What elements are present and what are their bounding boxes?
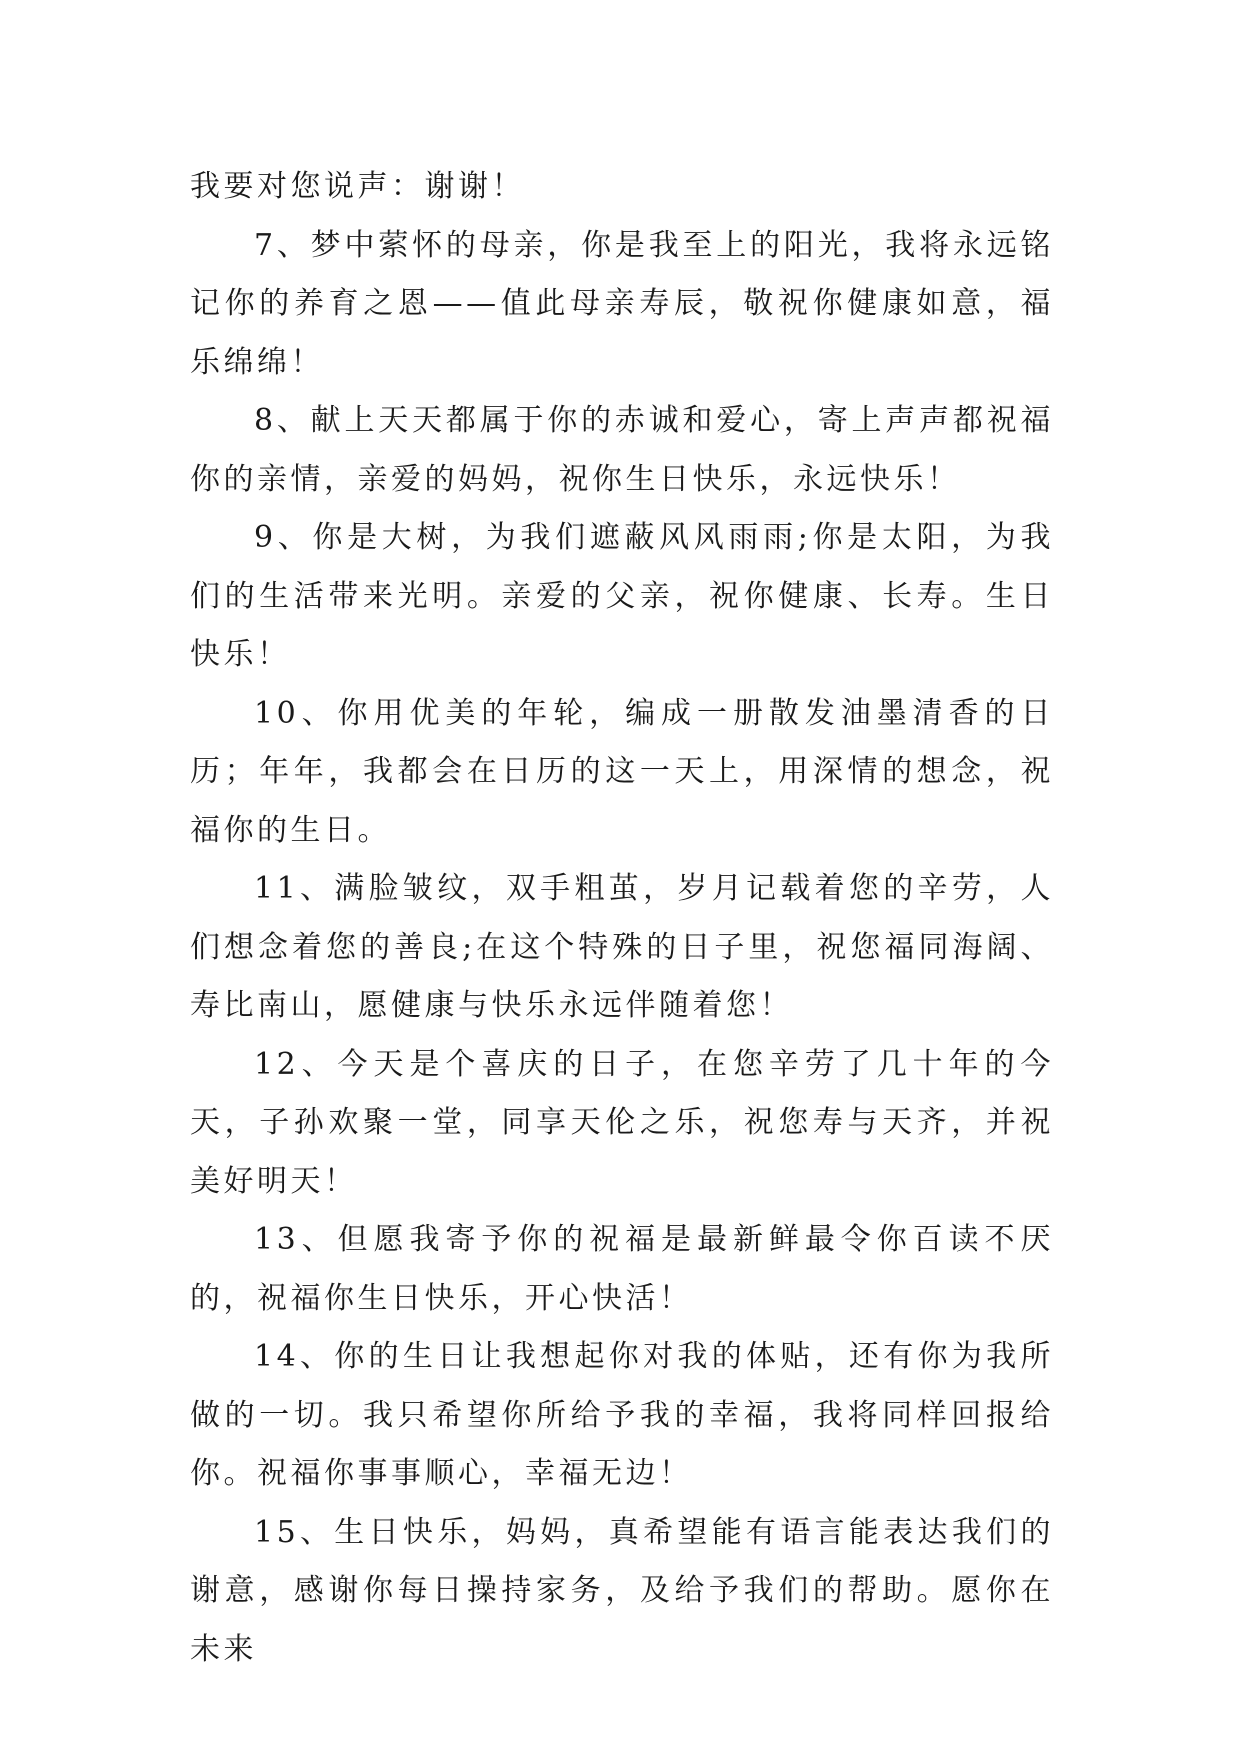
paragraph-item-14: 14、你的生日让我想起你对我的体贴，还有你为我所做的一切。我只希望你所给予我的幸福，我将同样回报给你。祝福你事事顺心，幸福无边！ <box>190 1339 1054 1491</box>
paragraph-item-13: 13、但愿我寄予你的祝福是最新鲜最令你百读不厌的，祝福你生日快乐，开心快活！ <box>190 1222 1054 1316</box>
document-page <box>190 158 1054 1679</box>
paragraph-item-10: 10、你用优美的年轮，编成一册散发油墨清香的日历；年年，我都会在日历的这一天上，用深情的想念，祝福你的生日。 <box>190 695 1054 848</box>
paragraph-item-8: 8、献上天天都属于你的赤诚和爱心，寄上声声都祝福你的亲情，亲爱的妈妈，祝你生日快乐，永远快乐！ <box>190 403 1054 497</box>
paragraph-item-7: 7、梦中萦怀的母亲，你是我至上的阳光，我将永远铭记你的养育之恩——值此母亲寿辰，敬祝你健康如意，福乐绵绵！ <box>190 227 1054 380</box>
paragraph-item-12: 12、今天是个喜庆的日子，在您辛劳了几十年的今天，子孙欢聚一堂，同享天伦之乐，祝您寿与天齐，并祝美好明天！ <box>190 1046 1054 1199</box>
paragraph-item-11: 11、满脸皱纹，双手粗茧，岁月记载着您的辛劳，人们想念着您的善良;在这个特殊的日子里，祝您福同海阔、寿比南山，愿健康与快乐永远伴随着您！ <box>190 871 1054 1023</box>
paragraph-item-9: 9、你是大树，为我们遮蔽风风雨雨;你是太阳，为我们的生活带来光明。亲爱的父亲，祝你健康、长寿。生日快乐！ <box>190 520 1054 672</box>
paragraph-continuation: 我要对您说声：谢谢！ <box>190 169 525 204</box>
paragraph-item-15: 15、生日快乐，妈妈，真希望能有语言能表达我们的谢意，感谢你每日操持家务，及给予我们的帮助。愿你在未来 <box>190 1514 1054 1667</box>
